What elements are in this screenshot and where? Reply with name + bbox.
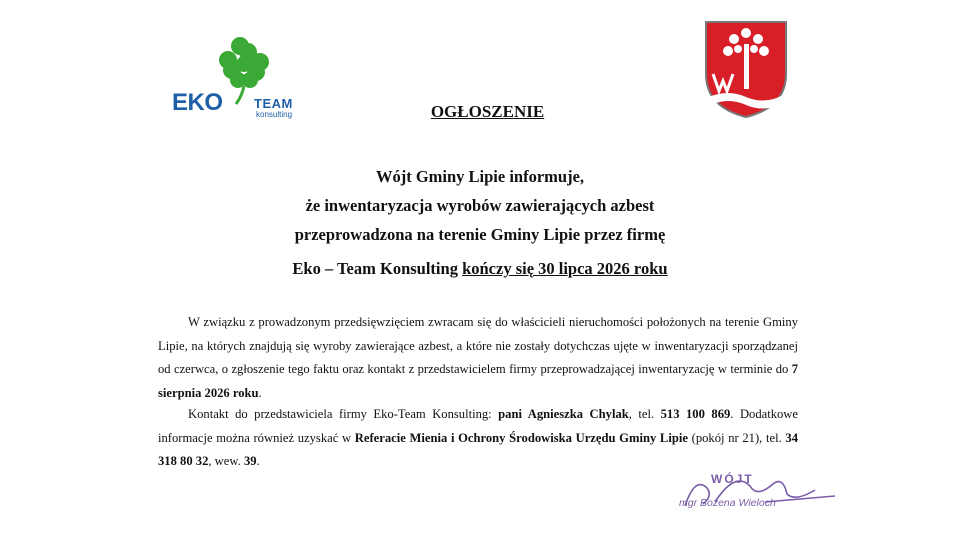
paragraph-1 bbox=[158, 311, 798, 405]
p2-text-2: , tel. bbox=[628, 407, 661, 421]
end-date: kończy się 30 lipca 2026 roku bbox=[462, 259, 668, 278]
p2-text-3: . Dodatkowe informacje można również uzyskać w bbox=[158, 407, 798, 445]
paragraph-2 bbox=[158, 403, 798, 474]
paragraph-1-end: . bbox=[258, 385, 262, 400]
company-name: Eko – Team Konsulting bbox=[292, 259, 463, 278]
phone-extension: 39 bbox=[243, 454, 257, 468]
contact-phone: 513 100 869 bbox=[660, 407, 731, 421]
contact-name: pani Agnieszka Chylak bbox=[498, 407, 629, 421]
paragraph-1-text: W związku z prowadzonym przedsięwzięciem zwracam się do właścicieli nieruchomości położonych na terenie Gminy Lipie, na których znajdują się wyroby zawierające azbest, a które nie zostały dotychczas ujęte w inwentaryzacji sporządzanej od czerwca, o zgłoszenie tego faktu oraz kontakt z przedstawicielem firmy przeprowadzającej inwentaryzację w terminie do bbox=[158, 315, 798, 376]
deadline-date: 7 sierpnia 2026 roku bbox=[158, 362, 798, 400]
p2-text-4: (pokój nr 21), tel. bbox=[687, 430, 786, 445]
office-name: Referacie Mienia i Ochrony Środowiska Urzędu Gminy Lipie bbox=[354, 430, 688, 445]
headline-line-4 bbox=[0, 259, 960, 279]
signature-role: WÓJT bbox=[711, 472, 754, 486]
headline-line-1: Wójt Gminy Lipie informuje, bbox=[375, 167, 585, 186]
headline-line-2: że inwentaryzacja wyrobów zawierających azbest bbox=[305, 196, 655, 215]
p2-text-6: . bbox=[256, 454, 260, 468]
page-title: OGŁOSZENIE bbox=[430, 102, 545, 121]
logo-team-text: TEAM bbox=[254, 96, 293, 111]
headline-line-3: przeprowadzona na terenie Gminy Lipie przez firmę bbox=[294, 225, 666, 244]
logo-eko-text: EKO bbox=[172, 89, 223, 116]
signature-name: mgr Bożena Wieloch bbox=[679, 497, 776, 509]
logo-subtext: konsulting bbox=[256, 110, 293, 119]
p2-text-5: , wew. bbox=[208, 454, 244, 468]
office-phone: 34 318 80 32 bbox=[158, 430, 799, 468]
p2-text-1: Kontakt do przedstawiciela firmy Eko-Team Konsulting: bbox=[188, 407, 499, 421]
